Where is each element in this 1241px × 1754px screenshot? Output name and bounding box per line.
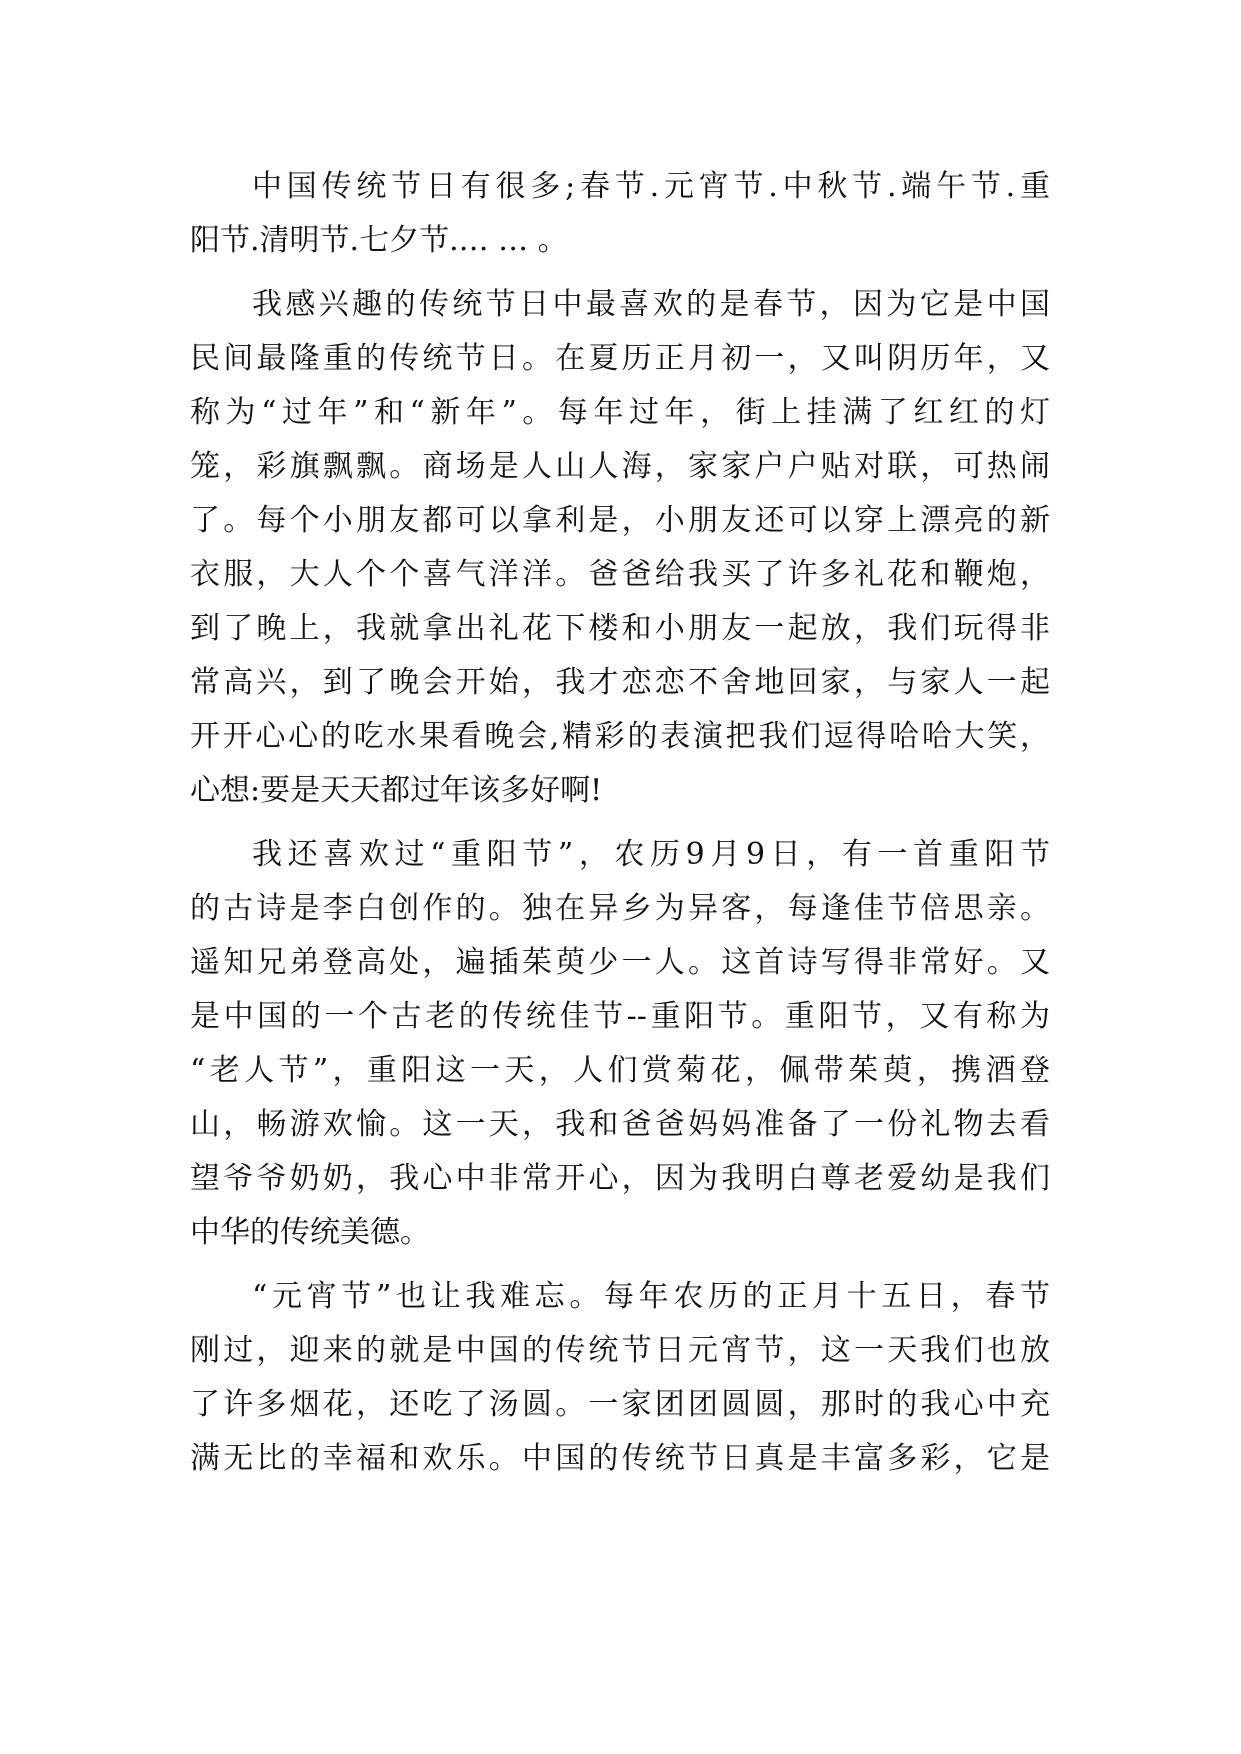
text-line: 山，畅游欢愉。这一天，我和爸爸妈妈准备了一份礼物去看 (190, 1107, 1050, 1142)
text-line: 开开心心的吃水果看晚会,精彩的表演把我们逗得哈哈大笑， (190, 719, 1050, 754)
text-line: 中国传统节日有很多;春节.元宵节.中秋节.端午节.重 (252, 169, 1050, 204)
text-line: 我感兴趣的传统节日中最喜欢的是春节，因为它是中国 (252, 287, 1050, 322)
paragraph-2 (190, 278, 1050, 818)
text-line: 民间最隆重的传统节日。在夏历正月初一，又叫阴历年，又 (190, 341, 1050, 376)
text-line: 称为“过年”和“新年”。每年过年，街上挂满了红红的灯 (190, 395, 1050, 430)
text-line: 是中国的一个古老的传统佳节--重阳节。重阳节，又有称为 (190, 999, 1050, 1034)
text-line: 中华的传统美德。 (190, 1215, 430, 1250)
text-line: “元宵节”也让我难忘。每年农历的正月十五日，春节 (252, 1279, 1050, 1314)
paragraph-1 (190, 160, 1050, 268)
text-line: “老人节”，重阳这一天，人们赏菊花，佩带茱萸，携酒登 (190, 1053, 1050, 1088)
text-line: 了。每个小朋友都可以拿利是，小朋友还可以穿上漂亮的新 (190, 503, 1050, 538)
text-line: 常高兴，到了晚会开始，我才恋恋不舍地回家，与家人一起 (190, 665, 1050, 700)
text-line: 了许多烟花，还吃了汤圆。一家团团圆圆，那时的我心中充 (190, 1387, 1050, 1422)
text-line: 遥知兄弟登高处，遍插茱萸少一人。这首诗写得非常好。又 (190, 945, 1050, 980)
text-line: 心想:要是天天都过年该多好啊! (190, 773, 603, 808)
text-line: 望爷爷奶奶，我心中非常开心，因为我明白尊老爱幼是我们 (190, 1161, 1050, 1196)
text-line: 到了晚上，我就拿出礼花下楼和小朋友一起放，我们玩得非 (190, 611, 1050, 646)
text-line: 的古诗是李白创作的。独在异乡为异客，每逢佳节倍思亲。 (190, 891, 1050, 926)
paragraph-3 (190, 828, 1050, 1260)
text-line: 衣服，大人个个喜气洋洋。爸爸给我买了许多礼花和鞭炮， (190, 557, 1050, 592)
text-line: 满无比的幸福和欢乐。中国的传统节日真是丰富多彩，它是 (190, 1441, 1050, 1476)
text-line: 我还喜欢过“重阳节”，农历9月9日，有一首重阳节 (252, 837, 1050, 872)
text-line: 笼，彩旗飘飘。商场是人山人海，家家户户贴对联，可热闹 (190, 449, 1050, 484)
document-body (190, 160, 1050, 1486)
text-line: 刚过，迎来的就是中国的传统节日元宵节，这一天我们也放 (190, 1333, 1050, 1368)
text-line: 阳节.清明节.七夕节.… … 。 (190, 223, 568, 258)
paragraph-4 (190, 1270, 1050, 1486)
